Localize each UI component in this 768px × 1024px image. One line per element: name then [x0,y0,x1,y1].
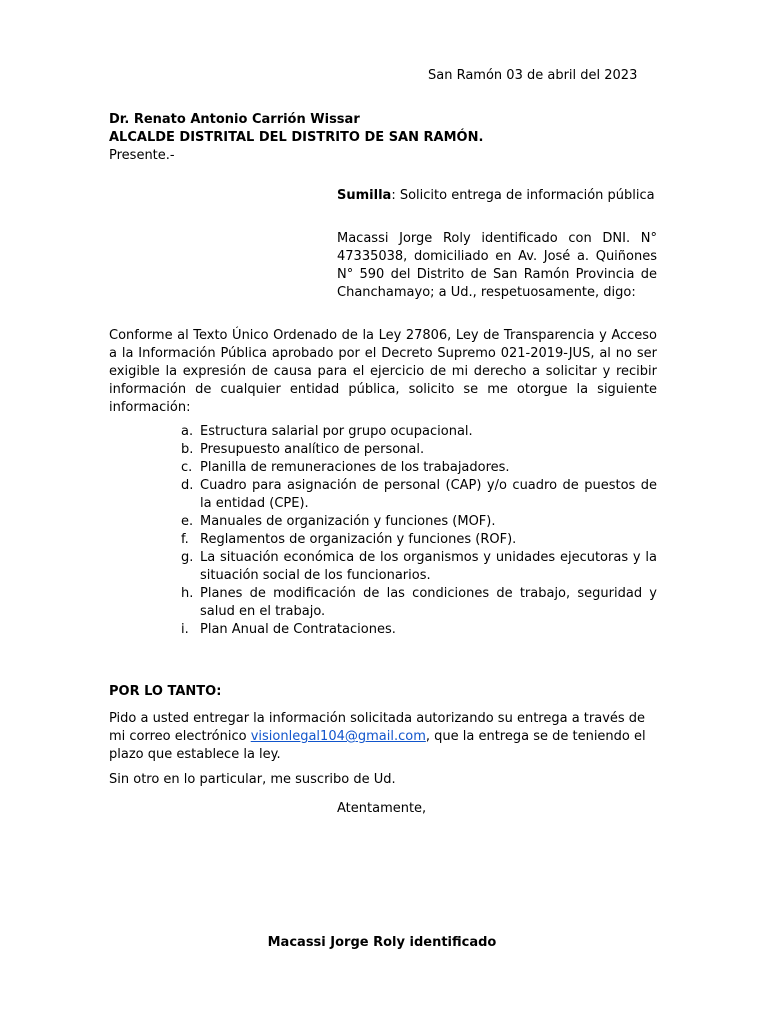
addressee-title: ALCALDE DISTRITAL DEL DISTRITO DE SAN RAMÓN. [109,130,484,145]
request-item [166,549,657,585]
request-marker: c. [181,460,193,475]
por-lo-tanto-heading: POR LO TANTO: [109,684,222,699]
request-text: Estructura salarial por grupo ocupacional. [200,424,473,439]
sumilla-label: Sumilla [337,188,392,203]
request-text: Planilla de remuneraciones de los trabajadores. [200,460,510,475]
request-item [166,459,657,477]
addressee-block [109,111,483,165]
request-text: Planes de modificación de las condiciones de trabajo, seguridad y salud en el trabajo. [200,586,657,619]
request-text: La situación económica de los organismos y unidades ejecutoras y la situación social de los funcionarios. [200,550,657,583]
request-text: Reglamentos de organización y funciones (ROF). [200,532,517,547]
request-item [166,531,657,549]
request-item [166,621,657,639]
addressee-greeting: Presente.- [109,148,175,163]
email-link[interactable]: visionlegal104@gmail.com [250,729,426,744]
closing-text-before: Pido a usted entregar la información solicitada autorizando su entrega a través de mi correo electrónico [109,711,646,744]
request-marker: b. [181,442,194,457]
sumilla-text: : Solicito entrega de información pública [391,188,655,203]
request-item [166,423,657,441]
request-item [166,477,657,513]
signature-block [0,934,768,952]
addressee-name: Dr. Renato Antonio Carrión Wissar [109,112,360,127]
sumilla [337,187,655,205]
request-item [166,441,657,459]
request-marker: a. [181,424,194,439]
request-marker: i. [181,622,189,637]
request-text: Manuales de organización y funciones (MOF). [200,514,496,529]
intro-paragraph: Conforme al Texto Único Ordenado de la Ley 27806, Ley de Transparencia y Acceso a la Información Pública aprobado por el Decreto Supremo 021-2019-JUS, al no ser exigible la expresión de causa para el ejercicio de mi derecho a solicitar y recibir información de cualquier entidad pública, solicito se me otorgue la siguiente información: [109,328,657,415]
closing-paragraph [109,710,657,764]
signature-name: Macassi Jorge Roly identificado [267,935,497,950]
atentamente: Atentamente, [337,801,427,816]
request-marker: e. [181,514,194,529]
request-item [166,585,657,621]
letter-date: San Ramón 03 de abril del 2023 [428,68,638,83]
requests-list [166,423,657,639]
request-item [166,513,657,531]
request-text: Cuadro para asignación de personal (CAP) y/o cuadro de puestos de la entidad (CPE). [200,478,657,511]
request-marker: h. [181,586,194,601]
sin-otro-line: Sin otro en lo particular, me suscribo de Ud. [109,772,396,787]
request-text: Plan Anual de Contrataciones. [200,622,396,637]
closing-text-after: , que la entrega se de teniendo el plazo que establece la ley. [109,729,646,762]
request-marker: g. [181,550,194,565]
request-marker: f. [181,532,189,547]
petitioner-paragraph: Macassi Jorge Roly identificado con DNI. N° 47335038, domiciliado en Av. José a. Quiñones N° 590 del Distrito de San Ramón Provincia de Chanchamayo; a Ud., respetuosamente, digo: [337,231,657,300]
request-marker: d. [181,478,194,493]
request-text: Presupuesto analítico de personal. [200,442,425,457]
